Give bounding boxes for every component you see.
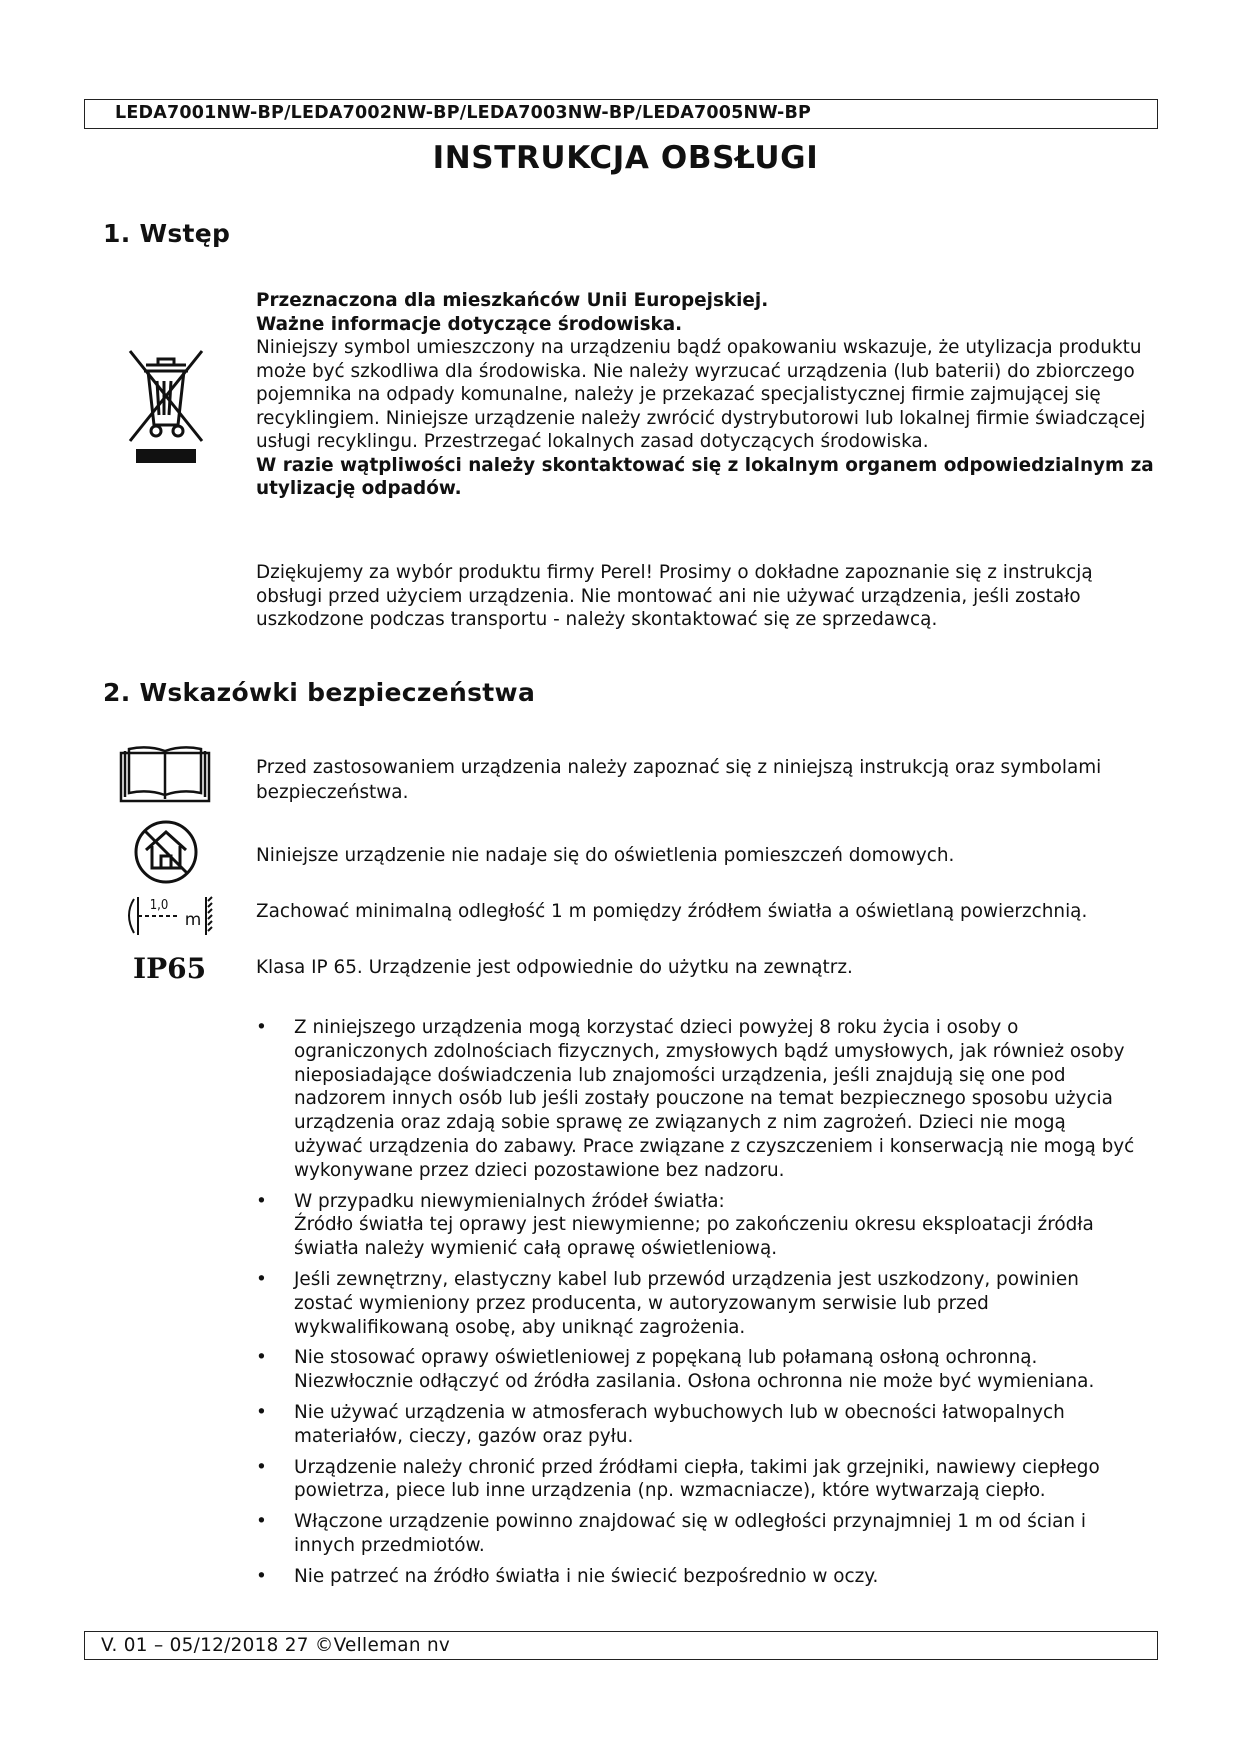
header-model-box: [84, 99, 1158, 129]
weee-bin-icon: [124, 345, 208, 467]
list-item: • Nie używać urządzenia w atmosferach wybuchowych lub w obecności łatwopalnych materiałów, cieczy, gazów oraz pyłu.: [256, 1401, 1065, 1447]
list-item: • Włączone urządzenie powinno znajdować się w odległości przynajmniej 1 m od ścian i innych przedmiotów.: [256, 1511, 1086, 1556]
symbol-text-ip65: Klasa IP 65. Urządzenie jest odpowiednie do użytku na zewnątrz.: [256, 957, 853, 978]
eu-disposal-notice: [256, 289, 1156, 501]
document-title: INSTRUKCJA OBSŁUGI: [432, 140, 819, 176]
symbol-text-distance: Zachować minimalną odległość 1 m pomiędzy źródłem światła a oświetlaną powierzchnią.: [256, 901, 1088, 922]
min-distance-icon: [120, 893, 216, 939]
list-item: • Z niniejszego urządzenia mogą korzystać dzieci powyżej 8 roku życia i osoby o ograniczonych zdolnościach fizycznych, zmysłowych bądź umysłowych, jak również osoby nieposiadające doświadczenia lub znajomości urządzenia, jeśli znajdują się one pod nadzorem innych osób lub jeśli zostały pouczone na temat bezpiecznego sposobu użycia urządzenia oraz zdają sobie sprawę ze związanych z nim zagrożeń. Dzieci nie mogą używać urządzenia do zabawy. Prace związane z czyszczeniem i konserwacją nie mogą być wykonywane przez dzieci pozostawione bez nadzoru.: [256, 1017, 1135, 1181]
no-domestic-use-icon: [132, 818, 200, 886]
header-models: LEDA7001NW-BP/LEDA7002NW-BP/LEDA7003NW-BP/LEDA7005NW-BP: [115, 103, 812, 123]
footer-box: [84, 1631, 1158, 1660]
eu-bold-note: W razie wątpliwości należy skontaktować się z lokalnym organem odpowiedzialnym za utylizację odpadów.: [256, 454, 1154, 499]
eu-heading-1: Przeznaczona dla mieszkańców Unii Europejskiej.: [256, 290, 769, 311]
distance-unit: m: [184, 910, 202, 930]
list-item: • Nie patrzeć na źródło światła i nie świecić bezpośrednio w oczy.: [256, 1565, 879, 1587]
list-item: • Nie stosować oprawy oświetleniowej z popękaną lub połamaną osłoną ochronną. Niezwłocznie odłączyć od źródła zasilania. Osłona ochronna nie może być wymieniana.: [256, 1347, 1095, 1393]
manual-book-icon: [118, 743, 212, 805]
thanks-paragraph: [256, 561, 1156, 632]
section-1-title: 1. Wstęp: [103, 219, 231, 248]
list-item: • Urządzenie należy chronić przed źródłami ciepła, takimi jak grzejniki, nawiewy ciepłego powietrza, piece lub inne urządzenia (np. wzmacniacze), które wytwarzają ciepło.: [256, 1456, 1100, 1502]
symbol-text-manual: Przed zastosowaniem urządzenia należy zapoznać się z niniejszą instrukcją oraz symbolami bezpieczeństwa.: [256, 757, 1102, 803]
section-2-title: 2. Wskazówki bezpieczeństwa: [103, 678, 536, 707]
eu-body: Niniejszy symbol umieszczony na urządzeniu bądź opakowaniu wskazuje, że utylizacja produktu może być szkodliwa dla środowiska. Nie należy wyrzucać urządzenia (lub baterii) do zbiorczego pojemnika na odpady komunalne, należy je przekazać specjalistycznej firmie zajmującej się recyklingiem. Niniejsze urządzenie należy zwrócić dystrybutorowi lub lokalnej firmie świadczącej usługi recyklingu. Przestrzegać lokalnych zasad dotyczących środowiska.: [256, 337, 1146, 452]
eu-heading-2: Ważne informacje dotyczące środowiska.: [256, 313, 683, 335]
footer-text: V. 01 – 05/12/2018 27 ©Velleman nv: [101, 1635, 451, 1656]
list-item: • Jeśli zewnętrzny, elastyczny kabel lub przewód urządzenia jest uszkodzony, powinien zostać wymieniony przez producenta, w autoryzowanym serwisie lub przed wykwalifikowaną osobę, aby uniknąć zagrożenia.: [256, 1268, 1079, 1338]
thanks-text: Dziękujemy za wybór produktu firmy Perel! Prosimy o dokładne zapoznanie się z instrukcją obsługi przed użyciem urządzenia. Nie montować ani nie używać urządzenia, jeśli zostało uszkodzone podczas transportu - należy skontaktować się ze sprzedawcą.: [256, 562, 1093, 630]
list-item: • W przypadku niewymienialnych źródeł światła: Źródło światła tej oprawy jest niewymienne; po zakończeniu okresu eksploatacji źródła światła należy wymienić całą oprawę oświetleniową.: [256, 1190, 1094, 1260]
distance-value: 1,0: [149, 898, 169, 913]
symbol-text-domestic: Niniejsze urządzenie nie nadaje się do oświetlenia pomieszczeń domowych.: [256, 845, 955, 866]
safety-bullet-list: [256, 1016, 1136, 1596]
ip65-label: IP65: [133, 952, 207, 985]
